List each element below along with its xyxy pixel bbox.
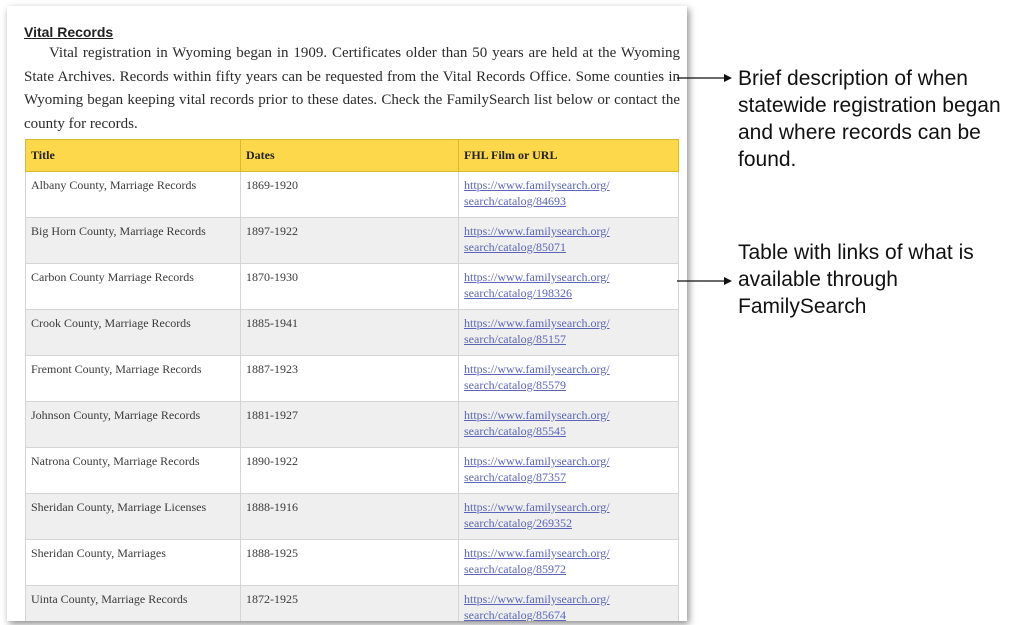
- table-row: [26, 356, 679, 402]
- link-line[interactable]: https://www.familysearch.org/: [464, 454, 610, 468]
- catalog-link[interactable]: [459, 264, 679, 310]
- cell-dates: 1890-1922: [241, 448, 459, 494]
- table-row: [26, 402, 679, 448]
- cell-title: Fremont County, Marriage Records: [26, 356, 241, 402]
- arrow-icon: [675, 72, 735, 84]
- cell-dates: 1869-1920: [241, 172, 459, 218]
- cell-dates: 1888-1916: [241, 494, 459, 540]
- link-line[interactable]: https://www.familysearch.org/: [464, 500, 610, 514]
- arrow-icon: [675, 275, 735, 287]
- catalog-link[interactable]: [459, 448, 679, 494]
- link-line[interactable]: https://www.familysearch.org/: [464, 546, 610, 560]
- records-table: [25, 139, 679, 621]
- cell-title: Carbon County Marriage Records: [26, 264, 241, 310]
- cell-title: Natrona County, Marriage Records: [26, 448, 241, 494]
- cell-title: Sheridan County, Marriage Licenses: [26, 494, 241, 540]
- link-line[interactable]: search/catalog/87357: [464, 470, 566, 484]
- link-line[interactable]: search/catalog/269352: [464, 516, 572, 530]
- catalog-link[interactable]: [459, 402, 679, 448]
- annotation-description: Brief description of when statewide registration began and where records can be found.: [738, 67, 1001, 171]
- table-header-row: [26, 140, 679, 172]
- table-row: [26, 586, 679, 622]
- link-line[interactable]: search/catalog/85545: [464, 424, 566, 438]
- table-row: [26, 540, 679, 586]
- cell-dates: 1897-1922: [241, 218, 459, 264]
- cell-dates: 1881-1927: [241, 402, 459, 448]
- catalog-link[interactable]: [459, 218, 679, 264]
- link-line[interactable]: https://www.familysearch.org/: [464, 178, 610, 192]
- link-line[interactable]: search/catalog/85157: [464, 332, 566, 346]
- link-line[interactable]: search/catalog/85972: [464, 562, 566, 576]
- link-line[interactable]: search/catalog/85674: [464, 608, 566, 621]
- cell-dates: 1887-1923: [241, 356, 459, 402]
- header-dates: Dates: [241, 140, 459, 172]
- cell-dates: 1888-1925: [241, 540, 459, 586]
- header-url: FHL Film or URL: [459, 140, 679, 172]
- cell-title: Sheridan County, Marriages: [26, 540, 241, 586]
- cell-title: Uinta County, Marriage Records: [26, 586, 241, 622]
- link-line[interactable]: search/catalog/84693: [464, 194, 566, 208]
- catalog-link[interactable]: [459, 310, 679, 356]
- link-line[interactable]: https://www.familysearch.org/: [464, 362, 610, 376]
- link-line[interactable]: search/catalog/85071: [464, 240, 566, 254]
- link-line[interactable]: https://www.familysearch.org/: [464, 408, 610, 422]
- table-row: [26, 218, 679, 264]
- link-line[interactable]: https://www.familysearch.org/: [464, 224, 610, 238]
- cell-title: Big Horn County, Marriage Records: [26, 218, 241, 264]
- catalog-link[interactable]: [459, 540, 679, 586]
- catalog-link[interactable]: [459, 172, 679, 218]
- table-row: [26, 310, 679, 356]
- cell-dates: 1870-1930: [241, 264, 459, 310]
- catalog-link[interactable]: [459, 586, 679, 622]
- table-row: [26, 172, 679, 218]
- link-line[interactable]: https://www.familysearch.org/: [464, 592, 610, 606]
- table-row: [26, 494, 679, 540]
- annotation-table: Table with links of what is available through FamilySearch: [738, 241, 974, 318]
- table-row: [26, 448, 679, 494]
- cell-dates: 1872-1925: [241, 586, 459, 622]
- cell-dates: 1885-1941: [241, 310, 459, 356]
- catalog-link[interactable]: [459, 494, 679, 540]
- cell-title: Crook County, Marriage Records: [26, 310, 241, 356]
- intro-paragraph-text: Vital registration in Wyoming began in 1909. Certificates older than 50 years are held at the Wyoming State Archives. Records within fifty years can be requested from the Vital Records Office. Some counties in Wyoming began keeping vital records prior to these dates. Check the FamilySearch list below or contact the county for records.: [24, 45, 680, 132]
- link-line[interactable]: search/catalog/198326: [464, 286, 572, 300]
- header-title: Title: [26, 140, 241, 172]
- link-line[interactable]: https://www.familysearch.org/: [464, 270, 610, 284]
- intro-paragraph: [24, 42, 680, 136]
- section-heading: Vital Records: [24, 24, 114, 40]
- cell-title: Albany County, Marriage Records: [26, 172, 241, 218]
- link-line[interactable]: https://www.familysearch.org/: [464, 316, 610, 330]
- link-line[interactable]: search/catalog/85579: [464, 378, 566, 392]
- document-page: [7, 6, 687, 621]
- table-row: [26, 264, 679, 310]
- cell-title: Johnson County, Marriage Records: [26, 402, 241, 448]
- catalog-link[interactable]: [459, 356, 679, 402]
